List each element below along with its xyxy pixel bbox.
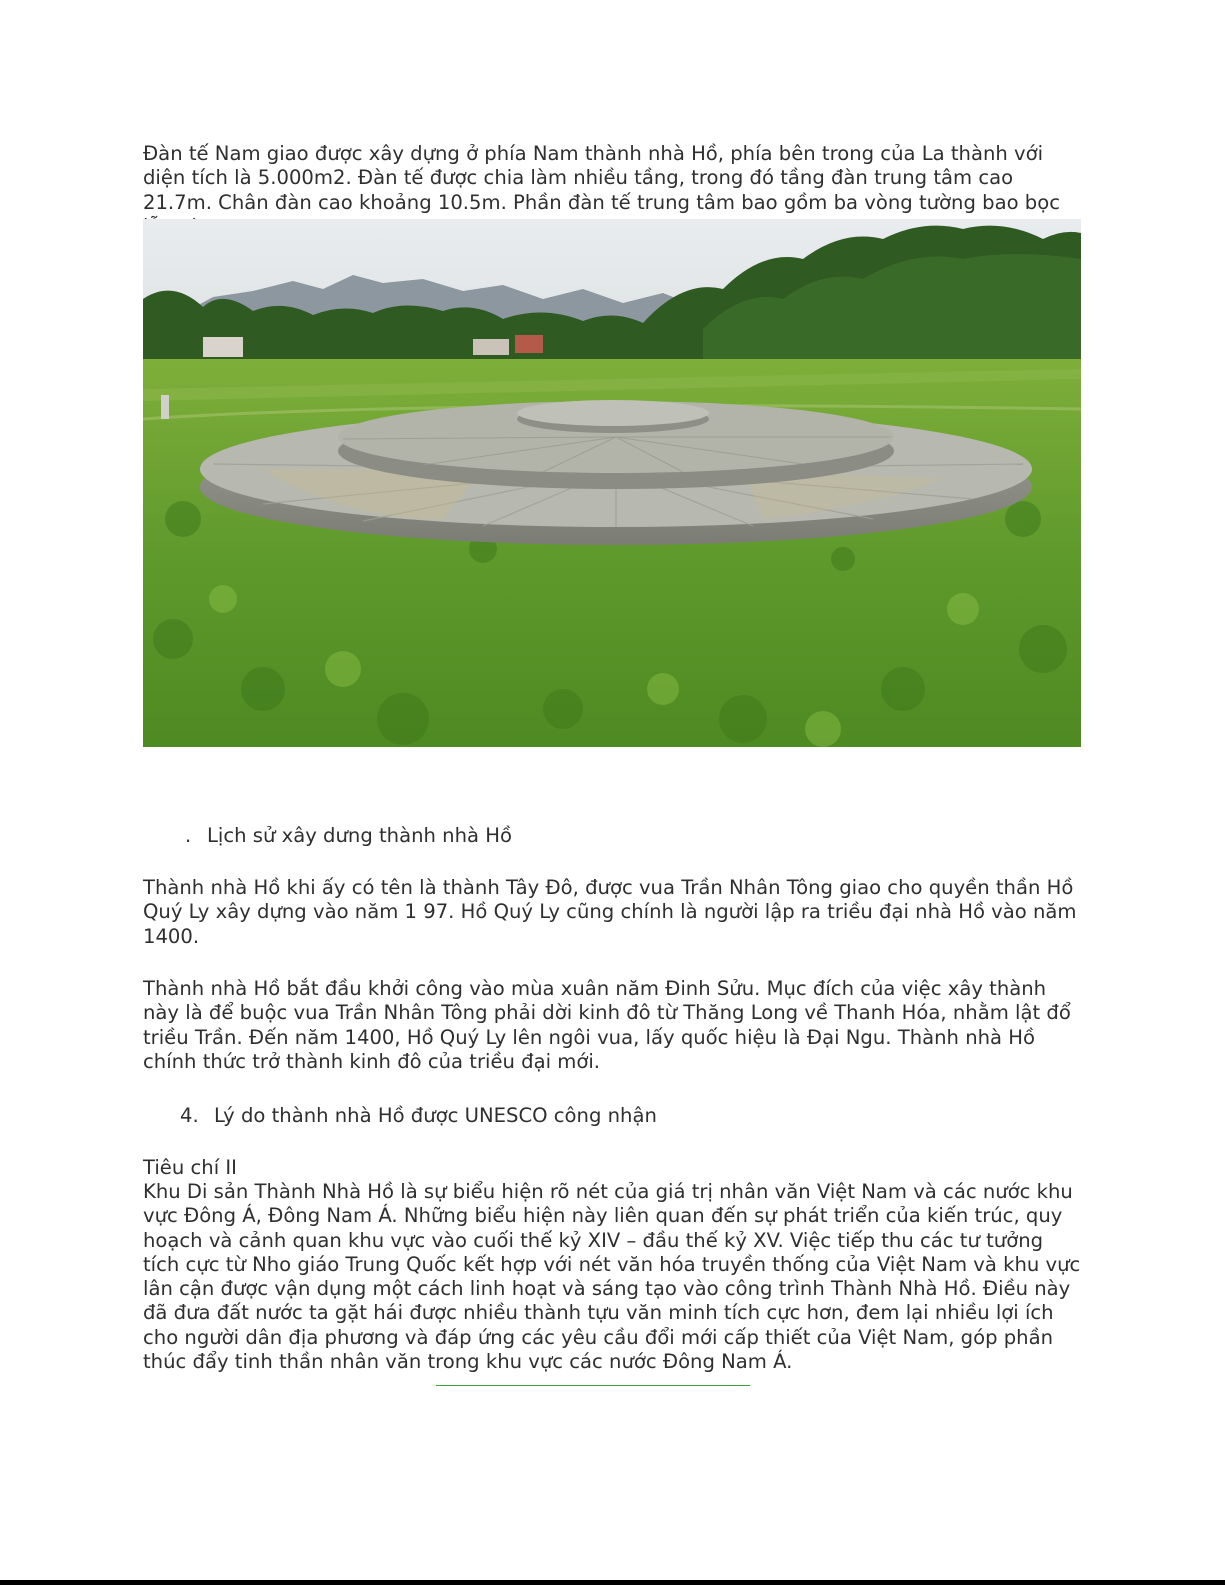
section-number: 4. <box>180 1104 199 1127</box>
criterion-label: Tiêu chí II <box>143 1156 237 1179</box>
section-title: Lý do thành nhà Hồ được UNESCO công nhận <box>214 1104 657 1127</box>
section-heading-history <box>185 824 512 848</box>
paragraph-nam-giao: Đàn tế Nam giao được xây dựng ở phía Nam thành nhà Hồ, phía bên trong của La thành với diện tích là 5.000m2. Đàn tế được chia làm nhiều tầng, trong đó tầng đàn trung tâm cao 21.7m. Chân đàn cao khoảng 10.5m. Phần đàn tế trung tâm bao gồm ba vòng tường bao bọc <box>143 142 1060 214</box>
paragraph-unesco: Khu Di sản Thành Nhà Hồ là sự biểu hiện rõ nét của giá trị nhân văn Việt Nam và các nước khu vực Đông Á, Đông Nam Á. Những biểu hiện này liên quan đến sự phát triển của kiến trúc, quy hoạch và cảnh quan khu vực vào cuối thế kỷ XIV – đầu thế kỷ XV. Việc tiếp thu các tư tưởng tích cực từ Nho giáo Trung Quốc kết hợp với nét văn hóa truyền thống của Việt Nam và khu vực lân cận được vận dụng một cách linh hoạt và sáng tạo vào công trình Thành Nhà Hồ. Điều này đã đưa đất nước ta gặt hái được nhiều thành tựu văn minh tích cực hơn, đem lại nhiều lợi ích cho người dân địa phương và đáp ứng các yêu cầu đổi mới cấp thiết của Việt Nam, góp phần thúc đẩy tinh thần nhân văn trong khu vực các nước Đông Nam Á. <box>143 1180 1081 1374</box>
page-bottom-edge <box>0 1580 1225 1585</box>
section-number: . <box>185 824 192 847</box>
section-title: Lịch sử xây dưng thành nhà Hồ <box>207 824 512 847</box>
nam-giao-altar-photo <box>143 219 1081 747</box>
paragraph-history-1: Thành nhà Hồ khi ấy có tên là thành Tây Đô, được vua Trần Nhân Tông giao cho quyền thần Hồ Quý Ly xây dựng vào năm 1 97. Hồ Quý Ly cũng chính là người lập ra triều đại nhà Hồ vào năm 1400. <box>143 876 1077 948</box>
underline-mark <box>436 1385 750 1386</box>
paragraph-history-2: Thành nhà Hồ bắt đầu khởi công vào mùa xuân năm Đinh Sửu. Mục đích của việc xây thành này là để buộc vua Trần Nhân Tông phải dời kinh đô từ Thăng Long về Thanh Hóa, nhằm lật đổ triều Trần. Đến năm 1400, Hồ Quý Ly lên ngôi vua, lấy quốc hiệu là Đại Ngu. Thành nhà Hồ chính thức trở thành kinh đô của triều đại mới. <box>143 977 1071 1073</box>
section-heading-unesco <box>180 1104 657 1128</box>
